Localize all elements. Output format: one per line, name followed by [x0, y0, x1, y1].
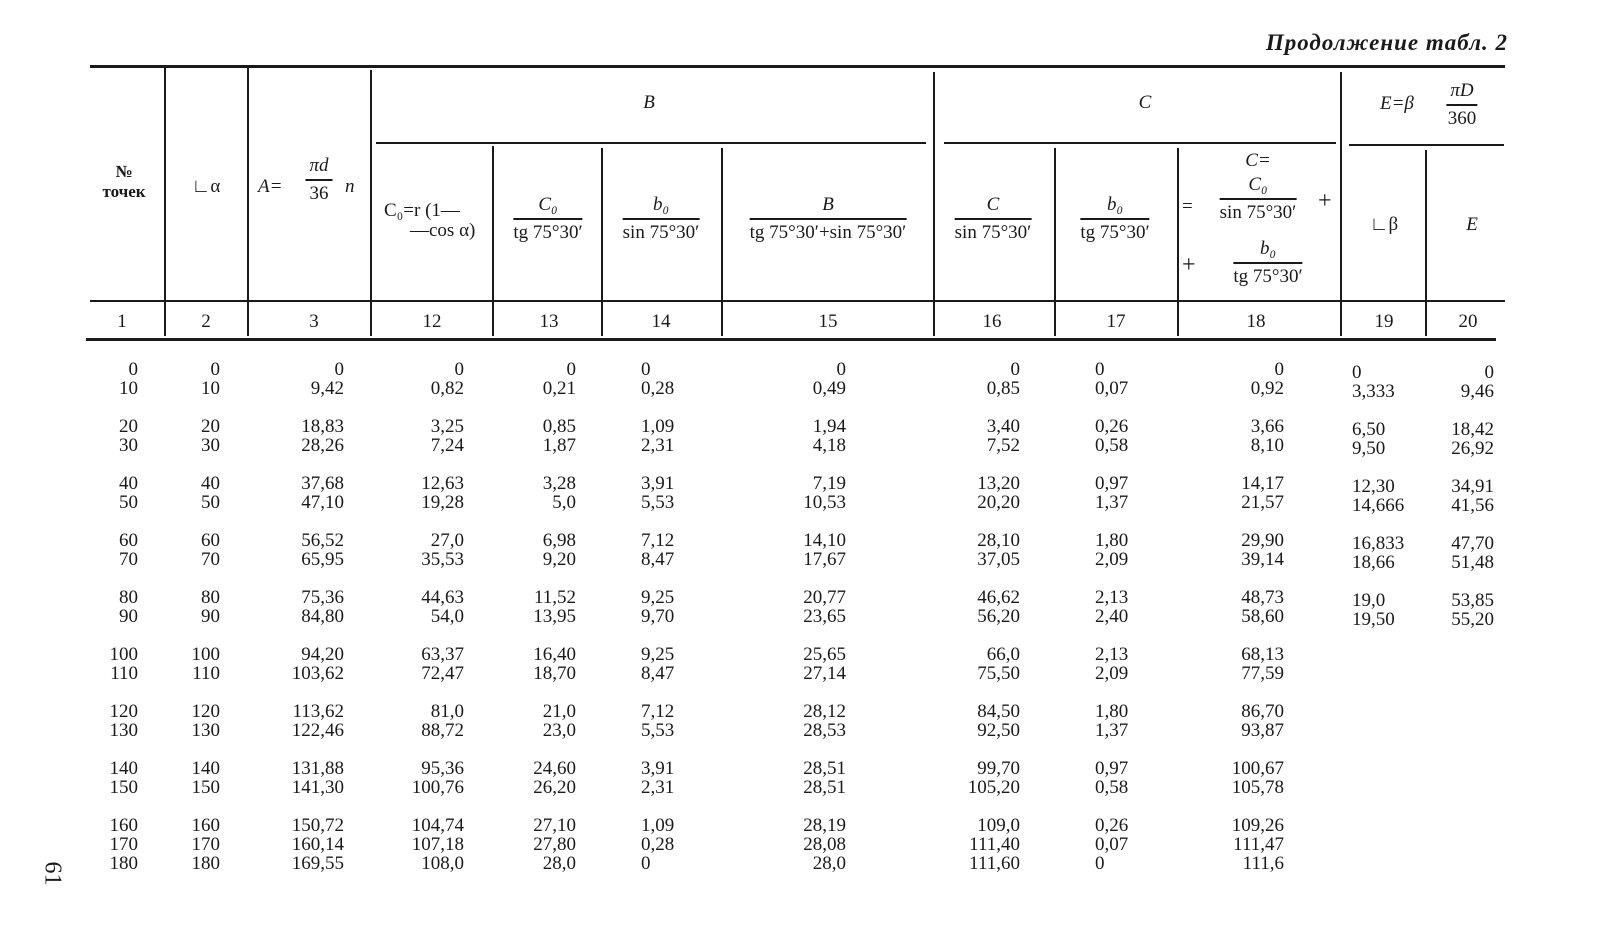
table-column-points: 0 10 20 30 40 50 60 70 80 90 100 110 120 130 140 150 160 170 180 [109, 359, 138, 874]
column-number: 17 [1106, 311, 1126, 332]
group-c-underline [944, 142, 1336, 144]
divider [492, 146, 494, 336]
fraction-denominator: tg 75°30′ [1233, 266, 1303, 287]
divider [370, 70, 372, 336]
table-column-c-sin: 0 0,85 3,40 7,52 13,20 20,20 28,10 37,05 46,62 56,20 66,0 75,50 84,50 92,50 99,70 105,20 109,0 111,40 111,60 [967, 359, 1020, 874]
column-number: 16 [982, 311, 1002, 332]
group-header-e-prefix: E=β [1380, 93, 1414, 114]
fraction-numerator: C₀ [513, 194, 582, 220]
header-col18-plus1: + [1318, 188, 1332, 214]
header-col13-fraction [513, 194, 582, 244]
header-col17-fraction [1080, 194, 1149, 244]
table-column-a: 0 9,42 18,83 28,26 37,68 47,10 56,52 65,95 75,36 84,80 94,20 103,62 113,62 122,46 131,88 141,30 150,72 160,14 169,55 [291, 359, 344, 874]
group-b-underline [376, 142, 926, 144]
top-rule [90, 65, 1505, 68]
table-column-c0-tg: 0 0,21 0,85 1,87 3,28 5,0 6,98 9,20 11,52 13,95 16,40 18,70 21,0 23,0 24,60 26,20 27,10 27,80 28,0 [533, 359, 576, 874]
header-a-suffix: n [345, 176, 355, 197]
fraction-denominator: sin 75°30′ [622, 222, 700, 243]
fraction-numerator: B [750, 194, 907, 220]
fraction-numerator: b₀ [1080, 194, 1149, 220]
header-col14-fraction [623, 194, 700, 244]
header-bottom-rule [90, 300, 1505, 302]
divider [247, 68, 249, 336]
table-column-beta: 0 3,333 6,50 9,50 12,30 14,666 16,833 18,66 19,0 19,50 [1352, 362, 1405, 630]
divider [721, 148, 723, 336]
fraction-denominator: tg 75°30′+sin 75°30′ [749, 222, 907, 243]
column-number: 13 [539, 311, 559, 332]
column-number: 20 [1458, 311, 1478, 332]
header-col18-top: C= [1245, 150, 1271, 171]
fraction-denominator: tg 75°30′ [513, 222, 583, 243]
column-number-rule [86, 338, 1496, 341]
fraction-denominator: sin 75°30′ [1219, 202, 1297, 223]
fraction-numerator: πD [1446, 80, 1477, 106]
group-header-b: B [643, 92, 655, 113]
table-column-alpha: 0 10 20 30 40 50 60 70 80 90 100 110 120 130 140 150 160 170 180 [191, 359, 220, 874]
fraction-denominator: tg 75°30′ [1080, 222, 1150, 243]
divider [933, 72, 935, 336]
header-a-fraction [305, 155, 332, 205]
divider [1425, 150, 1427, 336]
fraction-numerator: b₀ [1233, 238, 1302, 264]
fraction-numerator: b₀ [623, 194, 700, 220]
divider [1054, 148, 1056, 336]
fraction-numerator: C [955, 194, 1032, 220]
header-point-number: № точек [102, 162, 146, 201]
header-col18-equals: = [1182, 196, 1193, 217]
column-number: 18 [1246, 311, 1266, 332]
divider [1340, 72, 1342, 336]
table-column-e: 0 9,46 18,42 26,92 34,91 41,56 47,70 51,48 53,85 55,20 [1451, 362, 1494, 630]
header-col12-line2: —cos α) [410, 220, 476, 241]
fraction-denominator: 360 [1447, 108, 1477, 129]
divider [1177, 148, 1179, 336]
column-number: 15 [818, 311, 838, 332]
table-column-b: 0 0,49 1,94 4,18 7,19 10,53 14,10 17,67 20,77 23,65 25,65 27,14 28,12 28,53 28,51 28,51 28,19 28,08 28,0 [803, 359, 846, 874]
table-column-c0: 0 0,82 3,25 7,24 12,63 19,28 27,0 35,53 44,63 54,0 63,37 72,47 81,0 88,72 95,36 100,76 104,74 107,18 108,0 [411, 359, 464, 874]
table-caption: Продолжение табл. 2 [1265, 30, 1508, 55]
group-header-c: C [1138, 92, 1152, 113]
column-number: 19 [1374, 311, 1394, 332]
header-col15-fraction [750, 194, 907, 244]
column-number: 2 [201, 311, 211, 332]
table-column-b0-tg: 0 0,07 0,26 0,58 0,97 1,37 1,80 2,09 2,13 2,40 2,13 2,09 1,80 1,37 0,97 0,58 0,26 0,07 0 [1095, 359, 1129, 874]
header-col16-fraction [955, 194, 1032, 244]
header-angle-beta: ∟β [1369, 214, 1399, 235]
group-e-underline [1349, 144, 1504, 146]
header-col18-plus2: + [1182, 252, 1196, 278]
header-col18-fraction2 [1233, 238, 1302, 288]
divider [601, 148, 603, 336]
fraction-numerator: C₀ [1220, 174, 1297, 200]
table-column-c: 0 0,92 3,66 8,10 14,17 21,57 29,90 39,14 48,73 58,60 68,13 77,59 86,70 93,87 100,67 105,78 109,26 111,47 111,6 [1231, 359, 1284, 874]
header-angle-alpha: ∟α [191, 176, 221, 197]
header-e: E [1466, 214, 1478, 235]
fraction-denominator: 36 [309, 183, 329, 204]
header-a-prefix: A= [258, 176, 283, 197]
group-header-e-fraction [1446, 80, 1477, 130]
column-number: 12 [422, 311, 442, 332]
column-number: 14 [651, 311, 671, 332]
header-col12-line1: C₀=r (1— [384, 200, 460, 221]
fraction-denominator: sin 75°30′ [954, 222, 1032, 243]
header-col18-fraction1 [1220, 174, 1297, 224]
divider [164, 68, 166, 336]
page-number: 61 [39, 861, 66, 886]
column-number: 3 [309, 311, 319, 332]
column-number: 1 [117, 311, 127, 332]
fraction-numerator: πd [305, 155, 332, 181]
table-column-b0-sin: 0 0,28 1,09 2,31 3,91 5,53 7,12 8,47 9,25 9,70 9,25 8,47 7,12 5,53 3,91 2,31 1,09 0,28 0 [641, 359, 675, 874]
